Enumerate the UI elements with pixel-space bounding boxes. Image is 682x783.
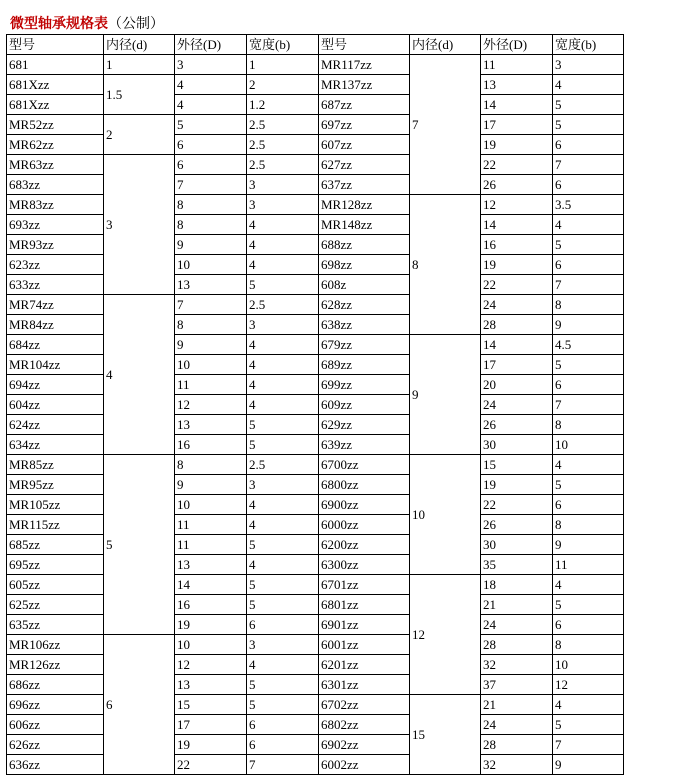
width-cell: 4 (247, 555, 319, 575)
model-cell: 605zz (7, 575, 104, 595)
outer-diameter-cell: 21 (481, 695, 553, 715)
width-cell: 8 (553, 635, 624, 655)
table-row (7, 155, 624, 175)
model-cell: 6701zz (319, 575, 410, 595)
table-row (7, 215, 624, 235)
outer-diameter-cell: 14 (481, 335, 553, 355)
width-cell: 7 (247, 755, 319, 775)
outer-diameter-cell: 19 (481, 255, 553, 275)
outer-diameter-cell: 13 (175, 415, 247, 435)
title-text: 微型轴承规格表 (10, 16, 108, 32)
width-cell: 5 (553, 715, 624, 735)
outer-diameter-cell: 10 (175, 255, 247, 275)
width-cell: 4 (247, 335, 319, 355)
width-cell: 6 (553, 615, 624, 635)
table-row (7, 755, 624, 775)
model-cell: MR95zz (7, 475, 104, 495)
outer-diameter-cell: 18 (481, 575, 553, 595)
outer-diameter-cell: 16 (175, 595, 247, 615)
outer-diameter-cell: 11 (175, 375, 247, 395)
model-cell: 687zz (319, 95, 410, 115)
outer-diameter-cell: 19 (175, 735, 247, 755)
model-cell: MR128zz (319, 195, 410, 215)
width-cell: 7 (553, 395, 624, 415)
width-cell: 4 (247, 215, 319, 235)
model-cell: MR104zz (7, 355, 104, 375)
outer-diameter-cell: 19 (481, 475, 553, 495)
model-cell: MR85zz (7, 455, 104, 475)
model-cell: 699zz (319, 375, 410, 395)
table-row (7, 475, 624, 495)
width-cell: 2.5 (247, 295, 319, 315)
width-cell: 6 (247, 735, 319, 755)
model-cell: 635zz (7, 615, 104, 635)
outer-diameter-cell: 22 (481, 495, 553, 515)
width-cell: 5 (247, 275, 319, 295)
model-cell: MR126zz (7, 655, 104, 675)
outer-diameter-cell: 13 (175, 675, 247, 695)
table-row (7, 335, 624, 355)
width-cell: 4 (553, 75, 624, 95)
model-cell: MR148zz (319, 215, 410, 235)
table-row (7, 255, 624, 275)
width-cell: 1.2 (247, 95, 319, 115)
model-cell: 685zz (7, 535, 104, 555)
width-cell: 3.5 (553, 195, 624, 215)
table-row (7, 635, 624, 655)
width-cell: 7 (553, 275, 624, 295)
outer-diameter-cell: 11 (481, 55, 553, 75)
model-cell: 6900zz (319, 495, 410, 515)
bearing-spec-table (6, 34, 624, 775)
model-cell: 625zz (7, 595, 104, 615)
model-cell: 6702zz (319, 695, 410, 715)
width-cell: 8 (553, 515, 624, 535)
model-cell: 6800zz (319, 475, 410, 495)
width-cell: 6 (553, 175, 624, 195)
model-cell: 638zz (319, 315, 410, 335)
spec-sheet (6, 14, 624, 775)
outer-diameter-cell: 6 (175, 155, 247, 175)
outer-diameter-cell: 14 (481, 95, 553, 115)
width-cell: 5 (247, 535, 319, 555)
model-cell: 609zz (319, 395, 410, 415)
header-row (7, 35, 624, 55)
outer-diameter-cell: 12 (175, 395, 247, 415)
outer-diameter-cell: 15 (175, 695, 247, 715)
table-row (7, 195, 624, 215)
model-cell: 696zz (7, 695, 104, 715)
model-cell: 634zz (7, 435, 104, 455)
outer-diameter-cell: 3 (175, 55, 247, 75)
outer-diameter-cell: 17 (175, 715, 247, 735)
model-cell: MR74zz (7, 295, 104, 315)
model-cell: 607zz (319, 135, 410, 155)
width-cell: 9 (553, 535, 624, 555)
width-cell: 4 (247, 355, 319, 375)
table-row (7, 735, 624, 755)
table-row (7, 675, 624, 695)
model-cell: 6300zz (319, 555, 410, 575)
model-cell: MR63zz (7, 155, 104, 175)
width-cell: 8 (553, 415, 624, 435)
width-cell: 11 (553, 555, 624, 575)
model-cell: 6001zz (319, 635, 410, 655)
table-row (7, 455, 624, 475)
table-row (7, 175, 624, 195)
header-width-right: 宽度(b) (553, 35, 624, 55)
table-row (7, 95, 624, 115)
outer-diameter-cell: 7 (175, 295, 247, 315)
model-cell: 698zz (319, 255, 410, 275)
model-cell: 686zz (7, 675, 104, 695)
model-cell: MR105zz (7, 495, 104, 515)
model-cell: 626zz (7, 735, 104, 755)
inner-diameter-cell: 9 (410, 335, 481, 455)
outer-diameter-cell: 17 (481, 115, 553, 135)
width-cell: 4.5 (553, 335, 624, 355)
width-cell: 5 (247, 415, 319, 435)
model-cell: 624zz (7, 415, 104, 435)
header-inner-diameter-left: 内径(d) (104, 35, 175, 55)
model-cell: 697zz (319, 115, 410, 135)
outer-diameter-cell: 32 (481, 755, 553, 775)
outer-diameter-cell: 24 (481, 295, 553, 315)
outer-diameter-cell: 19 (481, 135, 553, 155)
outer-diameter-cell: 16 (481, 235, 553, 255)
model-cell: 637zz (319, 175, 410, 195)
header-outer-diameter-left: 外径(D) (175, 35, 247, 55)
table-row (7, 75, 624, 95)
sheet-title (6, 14, 624, 34)
outer-diameter-cell: 8 (175, 215, 247, 235)
model-cell: 6902zz (319, 735, 410, 755)
model-cell: MR52zz (7, 115, 104, 135)
outer-diameter-cell: 28 (481, 315, 553, 335)
table-row (7, 655, 624, 675)
header-width-left: 宽度(b) (247, 35, 319, 55)
width-cell: 3 (247, 315, 319, 335)
model-cell: 627zz (319, 155, 410, 175)
outer-diameter-cell: 28 (481, 635, 553, 655)
outer-diameter-cell: 12 (175, 655, 247, 675)
outer-diameter-cell: 30 (481, 435, 553, 455)
table-row (7, 115, 624, 135)
outer-diameter-cell: 24 (481, 395, 553, 415)
table-row (7, 355, 624, 375)
width-cell: 4 (553, 455, 624, 475)
outer-diameter-cell: 13 (175, 275, 247, 295)
outer-diameter-cell: 24 (481, 715, 553, 735)
width-cell: 4 (247, 375, 319, 395)
outer-diameter-cell: 22 (481, 275, 553, 295)
model-cell: MR137zz (319, 75, 410, 95)
outer-diameter-cell: 13 (481, 75, 553, 95)
width-cell: 6 (247, 715, 319, 735)
model-cell: 633zz (7, 275, 104, 295)
model-cell: 6801zz (319, 595, 410, 615)
table-row (7, 595, 624, 615)
model-cell: 6901zz (319, 615, 410, 635)
title-subtitle: （公制） (108, 16, 164, 32)
table-row (7, 515, 624, 535)
model-cell: 679zz (319, 335, 410, 355)
table-row (7, 555, 624, 575)
width-cell: 6 (553, 495, 624, 515)
width-cell: 12 (553, 675, 624, 695)
outer-diameter-cell: 17 (481, 355, 553, 375)
model-cell: 628zz (319, 295, 410, 315)
inner-diameter-cell: 3 (104, 155, 175, 295)
model-cell: 684zz (7, 335, 104, 355)
model-cell: MR62zz (7, 135, 104, 155)
width-cell: 6 (553, 135, 624, 155)
outer-diameter-cell: 14 (481, 215, 553, 235)
model-cell: 623zz (7, 255, 104, 275)
header-model-left: 型号 (7, 35, 104, 55)
model-cell: 6200zz (319, 535, 410, 555)
width-cell: 10 (553, 435, 624, 455)
outer-diameter-cell: 9 (175, 475, 247, 495)
width-cell: 2.5 (247, 155, 319, 175)
model-cell: 606zz (7, 715, 104, 735)
header-outer-diameter-right: 外径(D) (481, 35, 553, 55)
width-cell: 2.5 (247, 135, 319, 155)
width-cell: 7 (553, 735, 624, 755)
model-cell: 6700zz (319, 455, 410, 475)
model-cell: 695zz (7, 555, 104, 575)
outer-diameter-cell: 14 (175, 575, 247, 595)
outer-diameter-cell: 8 (175, 195, 247, 215)
width-cell: 4 (247, 655, 319, 675)
table-row (7, 435, 624, 455)
width-cell: 3 (247, 635, 319, 655)
width-cell: 5 (247, 595, 319, 615)
width-cell: 5 (247, 675, 319, 695)
table-row (7, 495, 624, 515)
model-cell: 681Xzz (7, 95, 104, 115)
width-cell: 6 (553, 375, 624, 395)
inner-diameter-cell: 15 (410, 695, 481, 775)
inner-diameter-cell: 6 (104, 635, 175, 775)
width-cell: 4 (553, 215, 624, 235)
outer-diameter-cell: 11 (175, 515, 247, 535)
width-cell: 5 (553, 235, 624, 255)
model-cell: MR117zz (319, 55, 410, 75)
model-cell: 6000zz (319, 515, 410, 535)
outer-diameter-cell: 9 (175, 235, 247, 255)
model-cell: 693zz (7, 215, 104, 235)
model-cell: 6802zz (319, 715, 410, 735)
table-row (7, 235, 624, 255)
model-cell: 681Xzz (7, 75, 104, 95)
inner-diameter-cell: 10 (410, 455, 481, 575)
outer-diameter-cell: 9 (175, 335, 247, 355)
width-cell: 1 (247, 55, 319, 75)
model-cell: 608z (319, 275, 410, 295)
width-cell: 4 (553, 575, 624, 595)
inner-diameter-cell: 5 (104, 455, 175, 635)
width-cell: 2.5 (247, 115, 319, 135)
inner-diameter-cell: 1.5 (104, 75, 175, 115)
inner-diameter-cell: 12 (410, 575, 481, 695)
outer-diameter-cell: 15 (481, 455, 553, 475)
outer-diameter-cell: 37 (481, 675, 553, 695)
outer-diameter-cell: 11 (175, 535, 247, 555)
model-cell: MR83zz (7, 195, 104, 215)
width-cell: 5 (553, 355, 624, 375)
table-row (7, 275, 624, 295)
outer-diameter-cell: 4 (175, 95, 247, 115)
width-cell: 3 (247, 195, 319, 215)
outer-diameter-cell: 5 (175, 115, 247, 135)
outer-diameter-cell: 8 (175, 315, 247, 335)
outer-diameter-cell: 20 (481, 375, 553, 395)
width-cell: 5 (553, 115, 624, 135)
model-cell: MR115zz (7, 515, 104, 535)
outer-diameter-cell: 6 (175, 135, 247, 155)
width-cell: 3 (247, 475, 319, 495)
inner-diameter-cell: 4 (104, 295, 175, 455)
model-cell: 6301zz (319, 675, 410, 695)
table-row (7, 715, 624, 735)
table-row (7, 295, 624, 315)
outer-diameter-cell: 4 (175, 75, 247, 95)
width-cell: 4 (247, 395, 319, 415)
model-cell: 683zz (7, 175, 104, 195)
model-cell: MR93zz (7, 235, 104, 255)
table-row (7, 575, 624, 595)
width-cell: 4 (553, 695, 624, 715)
width-cell: 4 (247, 255, 319, 275)
width-cell: 3 (247, 175, 319, 195)
model-cell: 694zz (7, 375, 104, 395)
outer-diameter-cell: 24 (481, 615, 553, 635)
width-cell: 2 (247, 75, 319, 95)
outer-diameter-cell: 22 (481, 155, 553, 175)
width-cell: 5 (553, 475, 624, 495)
outer-diameter-cell: 16 (175, 435, 247, 455)
width-cell: 5 (553, 95, 624, 115)
inner-diameter-cell: 8 (410, 195, 481, 335)
width-cell: 4 (247, 515, 319, 535)
inner-diameter-cell: 1 (104, 55, 175, 75)
table-row (7, 615, 624, 635)
model-cell: 636zz (7, 755, 104, 775)
width-cell: 4 (247, 495, 319, 515)
header-model-right: 型号 (319, 35, 410, 55)
table-row (7, 135, 624, 155)
model-cell: 639zz (319, 435, 410, 455)
outer-diameter-cell: 22 (175, 755, 247, 775)
outer-diameter-cell: 32 (481, 655, 553, 675)
outer-diameter-cell: 21 (481, 595, 553, 615)
model-cell: MR106zz (7, 635, 104, 655)
width-cell: 7 (553, 155, 624, 175)
width-cell: 5 (247, 695, 319, 715)
table-row (7, 535, 624, 555)
width-cell: 5 (247, 435, 319, 455)
table-row (7, 55, 624, 75)
width-cell: 10 (553, 655, 624, 675)
table-row (7, 415, 624, 435)
table-row (7, 315, 624, 335)
outer-diameter-cell: 28 (481, 735, 553, 755)
width-cell: 5 (553, 595, 624, 615)
outer-diameter-cell: 12 (481, 195, 553, 215)
table-row (7, 375, 624, 395)
width-cell: 6 (553, 255, 624, 275)
width-cell: 9 (553, 315, 624, 335)
table-row (7, 395, 624, 415)
outer-diameter-cell: 19 (175, 615, 247, 635)
model-cell: 6002zz (319, 755, 410, 775)
width-cell: 8 (553, 295, 624, 315)
outer-diameter-cell: 7 (175, 175, 247, 195)
outer-diameter-cell: 10 (175, 355, 247, 375)
outer-diameter-cell: 26 (481, 175, 553, 195)
model-cell: 689zz (319, 355, 410, 375)
width-cell: 4 (247, 235, 319, 255)
width-cell: 3 (553, 55, 624, 75)
outer-diameter-cell: 30 (481, 535, 553, 555)
model-cell: 604zz (7, 395, 104, 415)
model-cell: 688zz (319, 235, 410, 255)
width-cell: 9 (553, 755, 624, 775)
model-cell: 681 (7, 55, 104, 75)
outer-diameter-cell: 13 (175, 555, 247, 575)
width-cell: 6 (247, 615, 319, 635)
model-cell: MR84zz (7, 315, 104, 335)
outer-diameter-cell: 26 (481, 415, 553, 435)
model-cell: 629zz (319, 415, 410, 435)
header-inner-diameter-right: 内径(d) (410, 35, 481, 55)
outer-diameter-cell: 10 (175, 635, 247, 655)
outer-diameter-cell: 26 (481, 515, 553, 535)
outer-diameter-cell: 8 (175, 455, 247, 475)
outer-diameter-cell: 10 (175, 495, 247, 515)
outer-diameter-cell: 35 (481, 555, 553, 575)
table-row (7, 695, 624, 715)
inner-diameter-cell: 7 (410, 55, 481, 195)
table-body (7, 55, 624, 775)
inner-diameter-cell: 2 (104, 115, 175, 155)
width-cell: 5 (247, 575, 319, 595)
model-cell: 6201zz (319, 655, 410, 675)
width-cell: 2.5 (247, 455, 319, 475)
